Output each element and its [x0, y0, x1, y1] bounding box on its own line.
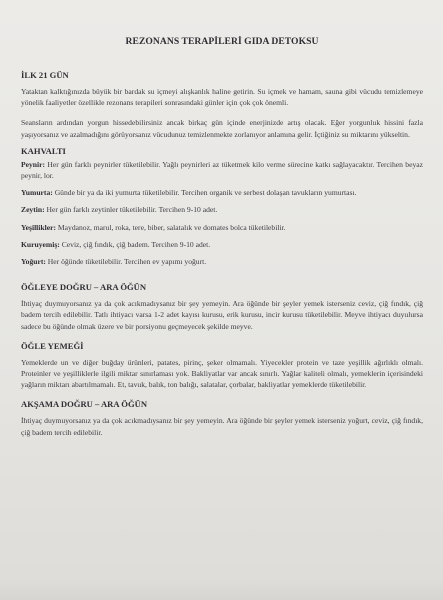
section-heading-midday-snack: ÖĞLEYE DOĞRU – ARA ÖĞÜN — [21, 282, 147, 293]
section-heading-evening-snack: AKŞAMA DOĞRU – ARA ÖĞÜN — [21, 399, 148, 410]
breakfast-item-label: Yumurta: — [21, 188, 53, 198]
page-bottom-shadow — [0, 580, 443, 600]
breakfast-item-text: Her gün farklı peynirler tüketilebilir. Yağlı peynirleri az tüketmek kilo verme sürecine katkı sağlayacaktır. Tercihen beyaz peynir, lor. — [21, 159, 423, 181]
section-heading-breakfast: KAHVALTI — [21, 145, 66, 156]
paragraph-midday-snack: İhtiyaç duymuyorsanız ya da çok acıkmadıysanız bir şey yemeyin. Ara öğünde bir şeyler yemek isterseniz ceviz, çiğ fındık, çiğ badem tercih edilebilir. Tatlı ihtiyacı varsa 1-2 adet kayısı kurusu, erik kurusu, incir kurusu tüketilebilir. Meyve ihtiyacı duyulursa sadece bu öğünde olmak üzere ve bir porsiyonu geçmeyecek şekilde meyve. — [21, 299, 423, 331]
paragraph-evening-snack: İhtiyaç duymuyorsanız ya da çok acıkmadıysanız bir şey yemeyin. Ara öğünde bir şeyler yemek isterseniz yoğurt, ceviz, çiğ fındık, çiğ badem tercih edilebilir. — [21, 416, 423, 437]
breakfast-item-nuts — [21, 239, 423, 250]
breakfast-item-label: Yoğurt: — [21, 257, 46, 267]
paragraph-water-habit: Yataktan kalktığınızda büyük bir bardak su içmeyi alışkanlık haline getirin. Su içmek ve hamam, sauna gibi vücudu temizlemeye yönelik faaliyetler özellikle rezonans terapileri sonrasındaki günler için çok çok önemli. — [21, 87, 423, 108]
breakfast-item-text: Ceviz, çiğ fındık, çiğ badem. Tercihen 9-10 adet. — [59, 239, 211, 249]
paragraph-fatigue: Seansların ardından yorgun hissedebilirsiniz ancak birkaç gün içinde enerjinizde artış olacak. Eğer yorgunluk hissini fazla yaşıyorsanız ve azalmadığını görüyorsanız vücudunuz temizlenmekte zorlanıyor anlamına gelir. İçtiğiniz su miktarını yükseltin. — [21, 118, 423, 139]
breakfast-item-label: Yeşillikler: — [21, 222, 57, 232]
section-heading-lunch: ÖĞLE YEMEĞİ — [21, 340, 84, 351]
breakfast-item-yogurt — [21, 256, 423, 267]
breakfast-item-text: Günde bir ya da iki yumurta tüketilebilir. Tercihen organik ve serbest dolaşan tavukların yumurtası. — [52, 188, 357, 198]
breakfast-item-text: Her öğünde tüketilebilir. Tercihen ev yapımı yoğurt. — [45, 257, 207, 267]
page-title: REZONANS TERAPİLERİ GIDA DETOKSU — [125, 36, 319, 47]
breakfast-item-greens — [21, 222, 423, 233]
breakfast-item-eggs — [21, 187, 423, 198]
breakfast-item-label: Kuruyemiş: — [21, 239, 60, 249]
breakfast-item-cheese — [21, 159, 423, 181]
breakfast-item-text: Maydanoz, marul, roka, tere, biber, salatalık ve domates bolca tüketilebilir. — [56, 222, 286, 232]
breakfast-item-label: Zeytin: — [21, 205, 45, 215]
breakfast-item-olives — [21, 204, 423, 215]
paragraph-lunch: Yemeklerde un ve diğer buğday ürünleri, patates, pirinç, şeker olmamalı. Yiyecekler protein ve taze yeşillik ağırlıklı olmalı. Proteinler ve yeşilliklerle ilgili miktar sınırlaması yok. Bakliyatlar var ancak sınırlı. Yağlar kaliteli olmalı, yemeklerin içerisindeki yağların miktarı abartılmamalı. Et, tavuk, balık, ton balığı, salatalar, çorbalar, bakliyatlar yemeklerde tüketilebilir. — [21, 357, 423, 390]
section-heading-first-21-days: İLK 21 GÜN — [21, 70, 69, 80]
breakfast-item-label: Peynir: — [21, 159, 46, 169]
breakfast-item-text: Her gün farklı zeytinler tüketilebilir. Tercihen 9-10 adet. — [44, 205, 218, 215]
